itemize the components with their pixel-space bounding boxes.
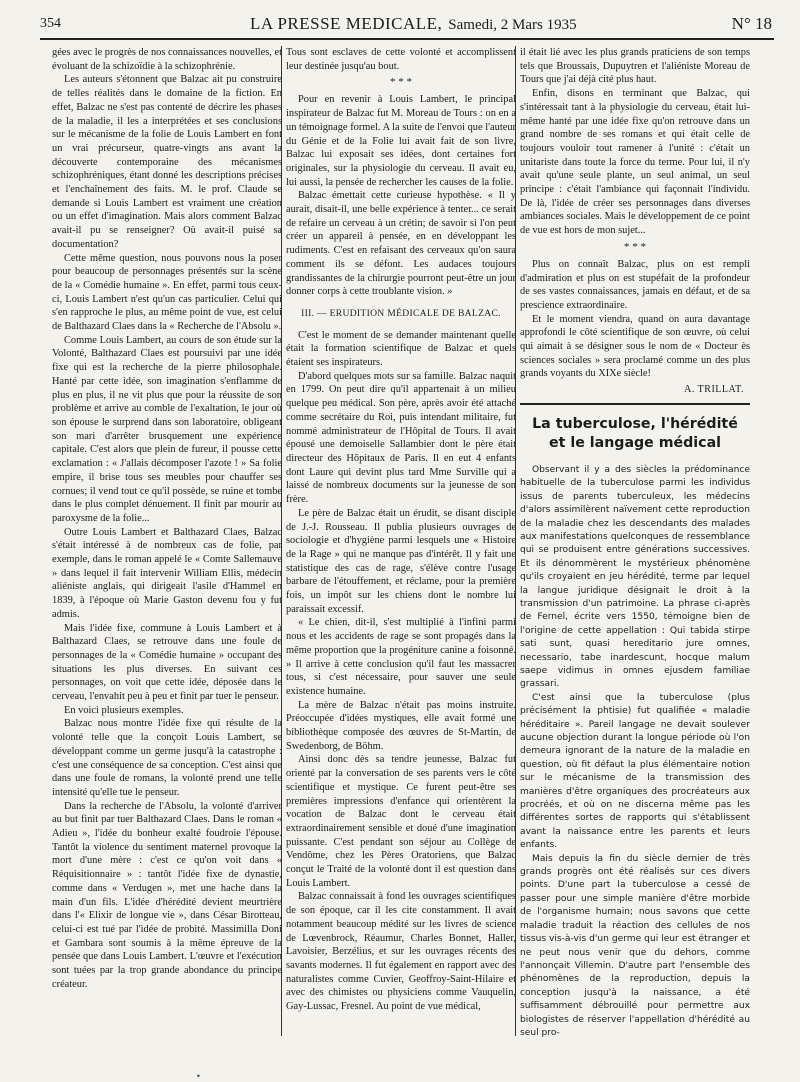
paragraph: « Le chien, dit-il, s'est multiplié à l'infini parmi nous et les accidents de rage se sont propagés dans la même proportion que la progéniture canine a foisonné. » Il arrive à cette conclusion qu'il faut les massacrer tous, si c'est nécessaire, pour sauver une seule existence humaine. [286,617,516,697]
paragraph: Tous sont esclaves de cette volonté et accomplissent leur destinée jusqu'au bout. [286,47,516,72]
paragraph: Dans la recherche de l'Absolu, la volonté d'arriver au but finit par tuer Balthazard Claes. Dans le roman « Adieu », l'idée du bonheur exalté foudroie l'épouse. Tantôt la violence du sentiment maternel provoque la mort d'une mère : c'est ce qu'on voit dans « Réquisitionnaire » : tantôt l'idée fixe de dynastie, comme dans « Verdugen », met une hache dans la main d'un fils. L'idée d'hérédité devient meurtrière dans l'« Elixir de longue vie », dans César Birotteau, celui-ci est tué par l'idée de probité. Massimilla Doni et Gambara sont soumis à la même épreuve de la pensée que dans Louis Lambert. L'œuvre et l'exécution sont tuées par la trop grande abondance du principe créateur. [52,800,282,990]
paragraph: Les auteurs s'étonnent que Balzac ait pu construire de telles réalités dans le domaine de la fiction. En effet, Balzac ne s'est pas contenté de décrire les phases de la maladie, il les a interprétées et ses conclusions sur le mécanisme de la folie de Louis Lambert en font un vrai précurseur, quatre-vingts ans avant la découverte contemporaine des mécanismes schizophréniques, étant donné les descriptions précises et l'enchaînement des faits. M. le prof. Claude se demande si Louis Lambert est vraiment une création ou un effet d'imagination. Mais alors comment Balzac avait-il pu se renseigner? Où avait-il puisé sa documentation? [52,74,282,250]
running-title [250,14,577,34]
section-stars: * * * [390,76,412,89]
paragraph: Mais l'idée fixe, commune à Louis Lambert et à Balthazard Claes, se retrouve dans une foule de personnages de la « Comédie humaine » occupant des situations les plus diverses. En suivant ces personnages, on voit que cette idée, déposée dans le cerveau, l'envahit peu à peu et finit par tuer le penseur. [52,622,282,703]
paragraph: Balzac nous montre l'idée fixe qui résulte de la volonté telle que la conçoit Louis Lambert, se développant comme un germe jusqu'à la catastrophe : c'est une conséquence de sa conception. C'est ainsi que dans une foule de romans, la volonté prend une telle intensité qu'elle tue le penseur. [52,718,282,798]
paragraph: Enfin, disons en terminant que Balzac, qui s'intéressait tant à la physiologie du cerveau, était lui-même hanté par une idée fixe qu'on retrouve dans un grand nombre de ses romans et qui était celle de toujours vouloir tout ramener à l'unité : c'était un unitariste dans toute la force du terme. Pour lui, il n'y avait qu'une seule plante, un seul animal, un seul principe : c'était l'ambiance qui façonnait l'individu. De là, l'idée de créer ses personnages dans diverses ambiances sociales. Mais le développement de ce point de vue est hors de mon sujet... [520,88,750,237]
article-rule [520,403,750,405]
article-title-line: et le langage médical [548,434,722,451]
paragraph: Outre Louis Lambert et Balthazard Claes, Balzac s'était intéressé à de nombreux cas de folie, par exemple, dans le roman appelé le « Comte Sallemauve » dans lequel il fait intervenir William Ellis, médecin aliéniste anglais, qui dirigeait l'asile d'Hammel en 1839, à l'époque où Marie Gaston devenu fou y fut admis. [52,526,282,620]
paragraph: gées avec le progrès de nos connaissances nouvelles, et évoluant de la schizoïdie à la schizophrénie. [52,47,282,72]
paragraph: C'est le moment de se demander maintenant quelle était la formation scientifique de Balzac et quels étaient ses inspirateurs. [286,329,516,369]
paragraph: Plus on connaît Balzac, plus on est rempli d'admiration et plus on est stupéfait de la profondeur de ses vastes connaissances, jamais en défaut, et de sa prescience extraordinaire. [520,258,750,311]
paragraph: Mais depuis la fin du siècle dernier de très grands progrès ont été réalisés sur ces divers points. D'une part la tuberculose a cessé de passer pour une simple manière d'être morbide de l'organisme humain; nous savons que cette maladie traduit la réaction des cellules de nos tissus vis-à-vis d'un germe qui leur est étranger et ne peut nous venir que du dehors, comme l'annonçait Villemin. D'autre part l'ensemble des phénomènes de la reproduction, depuis la conception jusqu'à la naissance, a été suffisamment débrouillé pour permettre aux biologistes de réserver l'appellation d'hérédité au seul pro- [520,853,750,1038]
page-number: 354 [40,16,61,31]
column-2 [286,46,516,1056]
author-signature: A. TRILLAT. [684,384,744,396]
column-1 [52,46,282,1056]
paragraph: Balzac émettait cette curieuse hypothèse. « Il y aurait, disait-il, une belle expérience à tenter... ce serait de refaire un cerveau à un crétin; de savoir si l'on peut créer un appareil à pensée, en en développant les rudiments. C'est en refaisant des cerveaux qu'on saura comment ils se défont. Les audaces toujours grandissantes de la chirurgie pourront peut-être un jour donner corps à cette troublante vision. » [286,190,516,298]
paragraph: Le père de Balzac était un érudit, se disant disciple de J.-J. Rousseau. Il publia plusieurs ouvrages de sociologie et d'hygiène parmi lesquels une « Histoire de la Rage » qui ne manque pas d'intérêt. Il y fait une statistique des cas de rage, s'élève contre l'usage barbare de l'étouffement, et réclame, pour la première fois, un impôt sur les chiens dont le nombre lui paraissait excessif. [286,507,516,615]
paragraph: Comme Louis Lambert, au cours de son étude sur la Volonté, Balthazard Claes est poursuivi par une idée fixe qui est la recherche de la pierre philosophale. Hanté par cette idée, son imagination s'enflamme de plus en plus, il ne vit plus que pour la réussite de son problème et arrive au comble de l'exaltation, le jour où son épouse le surprend dans son laboratoire, obligeant son mari d'arrêter brusquement une expérience capitale. C'est alors que plein de fureur, il pousse cette exclamation : « J'allais décomposer l'azote ! » Sa folie empire, il brise tous ses meubles pour chauffer ses cornues; il vend tout ce qu'il possède, se ruine et tombe dans le plus complet dénuement. Il finit par mourir au paroxysme de la folie... [52,334,282,524]
paragraph: D'abord quelques mots sur sa famille. Balzac naquit en 1799. On peut dire qu'il appartenait à un milieu quelque peu médical. Son père, après avoir été attaché comme secrétaire du Roi, puis intendant militaire, fut nommé administrateur de l'Hôpital de Tours. Il avait épousé une demoiselle Sallambier dont le père était directeur des Hôpitaux de Paris. Il en eut 4 enfants dont Laure qui devint plus tard Mme Surville qui a laissé de nombreux documents sur la jeunesse de son frère. [286,370,516,506]
paragraph: Cette même question, nous pouvons nous la poser pour beaucoup de personnages présentés sur la scène de la « Comédie humaine ». En effet, parmi tous ceux-ci, Louis Lambert n'est qu'un cas particulier. Celui qui s'en rapproche le plus, au même point de vue, est celui de Balthazard Claes dans la « Recherche de l'Absolu ». [52,252,282,333]
article-body [520,464,750,1040]
section-heading: III. — ERUDITION MÉDICALE DE BALZAC. [301,307,501,319]
page-header [40,12,774,38]
column-3 [520,46,750,1056]
paragraph: Pour en revenir à Louis Lambert, le principal inspirateur de Balzac fut M. Moreau de Tours : on en a un témoignage formel. A la suite de l'envoi que l'auteur du Génie et de la Folie lui avait fait de son livre, Balzac lui exposait ses idées, dont certaines fort originales, sur la physiologie du cerveau. Il avait eu, lui aussi, la pensée de rechercher les causes de la folie. [286,94,516,188]
paragraph: il était lié avec les plus grands praticiens de son temps tels que Broussais, Dupuytren et l'aliéniste Moreau de Tours que j'ai déjà cité plus haut. [520,47,750,86]
header-rule [40,38,774,40]
issue-number: N° 18 [731,14,772,33]
section-stars: * * * [624,240,646,253]
footer-mark: • [196,1072,201,1081]
article-title-line: La tuberculose, l'hérédité [532,415,738,432]
issue-date: Samedi, 2 Mars 1935 [448,17,577,33]
paragraph: Et le moment viendra, quand on aura davantage approfondi le côté scientifique de son œuvre, où celui qui aimait à se désigner sous le nom de « Docteur ès sciences sociales » sera proclamé comme un des plus grands voyants du XIXe siècle! [520,313,750,380]
paragraph: La mère de Balzac n'était pas moins instruite. Préoccupée d'idées mystiques, elle avait formé une bibliothèque composée des œuvres de St-Martin, de Swedenborg, de Böhm. [286,699,516,752]
paragraph: C'est ainsi que la tuberculose (plus précisément la phtisie) fut qualifiée « maladie héréditaire ». Pareil langage ne devait soulever aucune objection durant la longue période où l'on demeura ignorant de la nature de la maladie en question, où fit défaut la plus élémentaire notion sur le mécanisme de la transmission des manières d'être organiques des procréateurs aux procréés, et où on ne discerna même pas les différentes sortes de rapports qui s'établissent avant la naissance entre les parents et leurs enfants. [520,692,750,851]
article-title [520,415,750,453]
journal-name: LA PRESSE MEDICALE, [250,14,443,33]
paragraph: En voici plusieurs exemples. [64,704,184,716]
paragraph: Ainsi donc dès sa tendre jeunesse, Balzac fut orienté par la conversation de ses parents vers le côté scientifique et mystique. Ce furent peut-être ses premières impressions d'enfance qui orientèrent la vocation de Balzac dont le cerveau était extraordinairement sensible et doué d'une imagination puissante. C'est pendant son séjour au Collège de Vendôme, chez les Pères Oratoriens, que Balzac conçut le Traité de la volonté dont il est question dans Louis Lambert. [286,754,516,889]
paragraph: Observant il y a des siècles la prédominance habituelle de la tuberculose parmi les individus issus de parents tuberculeux, les médecins d'alors assimilèrent naïvement cette reproduction de la maladie chez les descendants des malades aux manifestations quelconques de ressemblance qui se produisent entre générations successives. Et ils dénommèrent le mystérieux phénomène qu'ils croyaient en jeu hérédité, terme par lequel la langue juridique désignait le droit à la transmission d'un patrimoine. La phrase ci-après de Fernel, écrite vers 1550, témoigne bien de l'origine de cette appellation : Qui tabida stirpe sati sunt, quasi hereditario jure omnes, necessario, tabe inardescunt, hocque malum saepe vidimus in omnes ejusdem familiae grassari. [520,464,750,690]
paragraph: Balzac connaissait à fond les ouvrages scientifiques de son époque, car il les cite constamment. Il avait notamment beaucoup médité sur les livres de science de Lœvenbrock, Réaumur, Charles Bonnet, Haller, Lavoisier, Berzélius, et sur les ouvrages récents des savants modernes. Il fut également en rapport avec des naturalistes comme Cuvier, Geoffroy-Saint-Hilaire et avec des chimistes ou physiciens comme Vauquelin, Gay-Lussac, Fresnel. Au point de vue médical, [286,891,516,1013]
